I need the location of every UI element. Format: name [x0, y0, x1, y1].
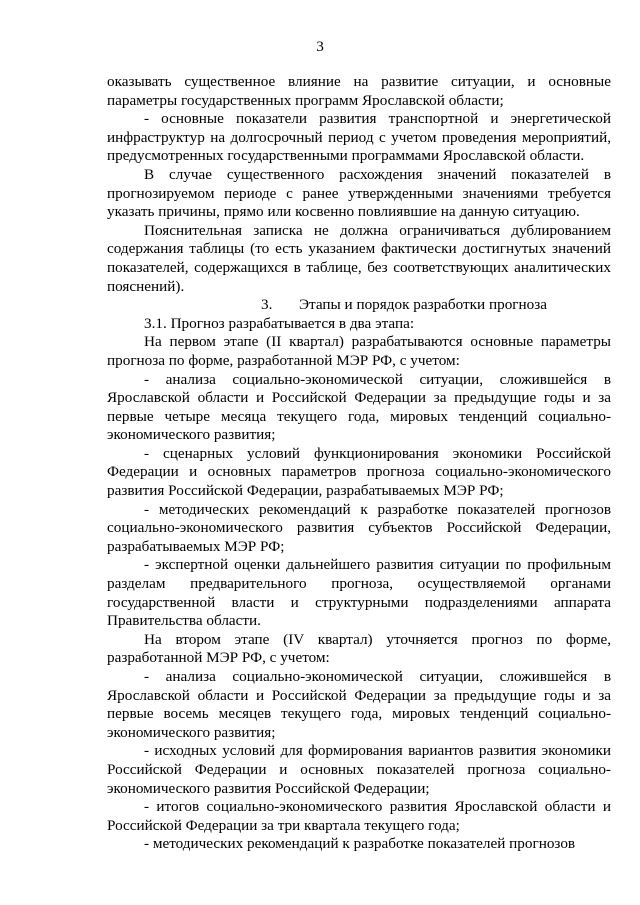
section-number: 3. — [261, 296, 273, 314]
section-heading — [107, 296, 611, 315]
paragraphs-after — [107, 315, 611, 854]
paragraph: - анализа социально-экономической ситуации, сложившейся в Ярославской области и Российской Федерации за предыдущие годы и за первые восемь месяцев текущего года, мировых тенденций социально-экономического развития; — [107, 668, 611, 741]
document-body — [107, 73, 611, 854]
paragraph: - анализа социально-экономической ситуации, сложившейся в Ярославской области и Российской Федерации за предыдущие годы и за первые четыре месяца текущего года, мировых тенденций социально-экономического развития; — [107, 370, 611, 444]
section-title: Этапы и порядок разработки прогноза — [299, 296, 547, 314]
paragraphs-before — [107, 73, 611, 296]
page-number: 3 — [316, 38, 324, 55]
paragraph: - итогов социально-экономического развития Ярославской области и Российской Федерации за три квартала текущего года; — [107, 798, 611, 834]
paragraph: - сценарных условий функционирования экономики Российской Федерации и основных параметров прогноза социально-экономического развития Российской Федерации, разрабатываемых МЭР РФ; — [107, 444, 611, 500]
paragraph: - экспертной оценки дальнейшего развития ситуации по профильным разделам предварительного прогноза, осуществляемой органами государственной власти и структурными подразделениями аппарата Правительства области. — [107, 556, 611, 630]
paragraph: - методических рекомендаций к разработке показателей прогнозов социально-экономического развития субъектов Российской Федерации, разрабатываемых МЭР РФ; — [107, 500, 611, 555]
paragraph: оказывать существенное влияние на развитие ситуации, и основные параметры государственных программ Ярославской области; — [107, 73, 611, 109]
paragraph: На втором этапе (IV квартал) уточняется прогноз по форме, разработанной МЭР РФ, с учетом: — [107, 630, 611, 667]
paragraph: На первом этапе (II квартал) разрабатываются основные параметры прогноза по форме, разработанной МЭР РФ, с учетом: — [107, 333, 611, 369]
paragraph: - методических рекомендаций к разработке показателей прогнозов — [144, 835, 576, 853]
paragraph: Пояснительная записка не должна ограничиваться дублированием содержания таблицы (то есть указанием фактически достигнутых значений показателей, содержащихся в таблице, без соответствующих аналитических пояснений). — [107, 221, 611, 295]
paragraph: 3.1. Прогноз разрабатывается в два этапа: — [144, 314, 415, 332]
paragraph: В случае существенного расхождения значений показателей в прогнозируемом периоде с ранее утвержденными значениями требуется указать причины, прямо или косвенно повлиявшие на данную ситуацию. — [107, 165, 611, 221]
paragraph: - исходных условий для формирования вариантов развития экономики Российской Федерации и основных показателей прогноза социально-экономического развития Российской Федерации; — [107, 742, 611, 797]
paragraph: - основные показатели развития транспортной и энергетической инфраструктур на долгосрочный период с учетом проведения мероприятий, предусмотренных государственными программами Ярославской области. — [107, 110, 611, 165]
